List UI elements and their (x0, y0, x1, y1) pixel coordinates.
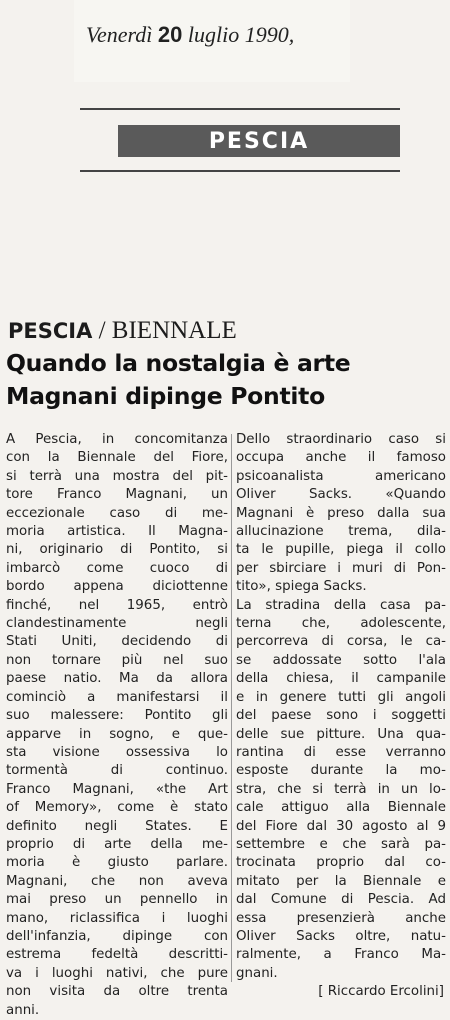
article-text-line: La stradina della casa pa- (236, 597, 446, 613)
article-byline: [ Riccardo Ercolini] (318, 984, 444, 1000)
article-text-line: rantina di esse verranno (236, 744, 446, 760)
article-text-line: finché, nel 1965, entrò (6, 597, 228, 613)
article-text-line: bordo appena diciottenne (6, 579, 228, 595)
date-day: 20 (157, 22, 183, 47)
article-text-line: paese natio. Ma da allora (6, 671, 228, 687)
article-text-line: ni, originario di Pontito, si (6, 542, 228, 558)
article-text-line: tore Franco Magnani, un (6, 487, 228, 503)
section-title: PESCIA (208, 128, 310, 154)
article-text-line: esposte durante la mo- (236, 763, 446, 779)
article-text-line: moria artistica. Il Magna- (6, 524, 228, 540)
article-text-line: ta le pupille, piega il collo (236, 542, 446, 558)
article-text-line: proprio di arte della me- (6, 836, 228, 852)
article-text-line: sta visione ossessiva lo (6, 744, 228, 760)
article-text-line: delle sue pitture. Una qua- (236, 726, 446, 742)
article-text-line: Oliver Sacks. «Quando (236, 487, 446, 503)
article-text-line: dal Comune di Pescia. Ad (236, 892, 446, 908)
article-text-line: Magnani è preso dalla sua (236, 505, 446, 521)
article-text-line: moria è giusto parlare. (6, 855, 228, 871)
article-text-line: cale attiguo alla Biennale (236, 800, 446, 816)
date-month-year: luglio 1990, (187, 22, 295, 47)
section-rule-top (80, 108, 400, 110)
article-text-line: va i luoghi nativi, che pure (6, 965, 228, 981)
article-text-line: A Pescia, in concomitanza (6, 432, 228, 447)
article-text-line: apparve in sogno, e que- (6, 726, 228, 742)
article-text-line: del paese sono i soggetti (236, 708, 446, 724)
article-text-line: imbarcò come cuoco di (6, 560, 228, 576)
headline-line: Quando la nostalgia è arte (6, 349, 351, 377)
section-rule-bottom (80, 170, 400, 172)
article-text-line: trocinata proprio dal co- (236, 855, 446, 871)
article-column-left (6, 431, 228, 1020)
article-text-line: con la Biennale del Fiore, (6, 450, 228, 466)
article-text-line: anni. (6, 1002, 40, 1018)
column-divider (231, 434, 232, 982)
article-text-line: tito», spiega Sacks. (236, 579, 367, 595)
article-text-line: mano, riclassifica i luoghi (6, 910, 228, 926)
article-text-line: gnani. (236, 965, 278, 981)
kicker-separator: / (92, 317, 112, 344)
article-text-line: se addossate sotto l'ala (236, 652, 446, 668)
article-text-line: settembre e che sarà pa- (236, 836, 446, 852)
article-text-line: della chiesa, il campanile (236, 671, 446, 687)
article-text-line: stra, che si terrà in un lo- (236, 781, 446, 797)
article-text-line: del Fiore dal 30 agosto al 9 (236, 818, 446, 834)
section-banner (118, 125, 400, 157)
article-text-line: tormentà di continuo. (6, 763, 228, 779)
kicker-place: PESCIA (8, 319, 93, 343)
article-text-line: Franco Magnani, «the Art (6, 781, 228, 797)
date-weekday: Venerdì (86, 22, 153, 47)
article-text-line: mitato per la Biennale e (236, 873, 446, 889)
article-text-line: non tornare più nel suo (6, 652, 228, 668)
article-text-line: definito negli States. E (6, 818, 228, 834)
article-text-line: non visita da oltre trenta (6, 984, 228, 1000)
article-text-line: ralmente, a Franco Ma- (236, 947, 446, 963)
article-text-line: of Memory», come è stato (6, 800, 228, 816)
article-text-line: e in genere tutti gli angoli (236, 689, 446, 705)
article-text-line: Stati Uniti, decidendo di (6, 634, 228, 650)
article-text-line: estrema fedeltà descritti- (6, 947, 228, 963)
article-text-line: psicoanalista americano (236, 468, 446, 484)
article-text-line: suo malessere: Pontito gli (6, 708, 228, 724)
article-text-line: Magnani, che non aveva (6, 873, 228, 889)
article-text-line: percorreva di corsa, le ca- (236, 634, 446, 650)
article-text-line: cominciò a manifestarsi il (6, 689, 228, 705)
article-text-line: si terrà una mostra del pit- (6, 468, 228, 484)
kicker-topic: BIENNALE (111, 317, 237, 344)
article-column-right (236, 431, 446, 1002)
headline-line: Magnani dipinge Pontito (6, 382, 325, 410)
article-kicker (8, 318, 237, 344)
article-text-line: per sbirciare i muri di Pon- (236, 560, 446, 576)
article-text-line: clandestinamente negli (6, 616, 228, 632)
publication-date (86, 22, 366, 48)
article-text-line: essa presenzierà anche (236, 910, 446, 926)
article-text-line: occupa anche il famoso (236, 450, 446, 466)
article-text-line: Oliver Sacks oltre, natu- (236, 928, 446, 944)
article-headline (6, 347, 446, 413)
article-text-line: eccezionale caso di me- (6, 505, 228, 521)
article-text-line: allucinazione trema, dila- (236, 524, 446, 540)
article-text-line: dell'infanzia, dipinge con (6, 928, 228, 944)
article-text-line: mai preso un pennello in (6, 892, 228, 908)
article-text-line: Dello straordinario caso si (236, 432, 446, 447)
article-text-line: terna che, adolescente, (236, 616, 446, 632)
